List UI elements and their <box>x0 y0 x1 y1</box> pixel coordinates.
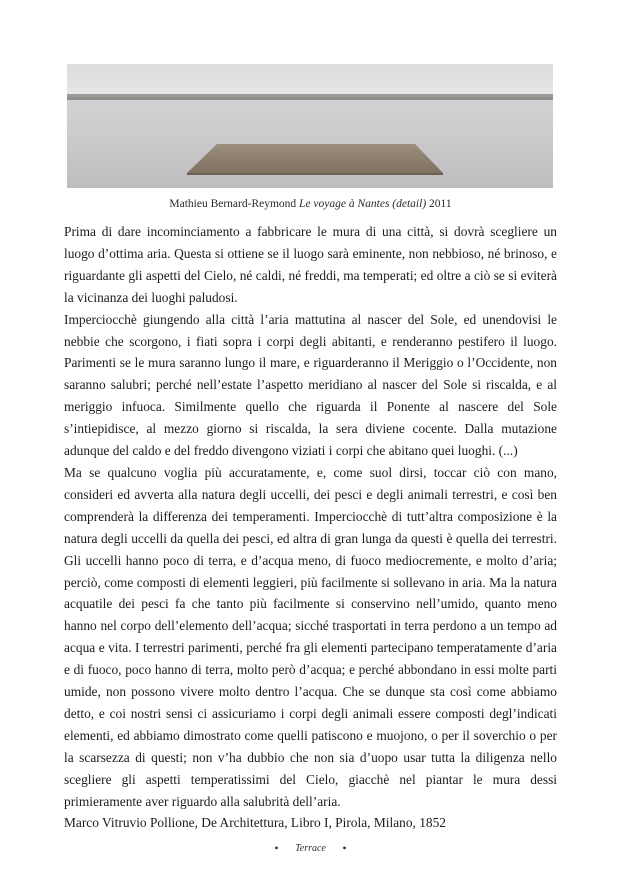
bullet-left-icon: • <box>274 841 279 855</box>
photo-caption <box>0 198 621 210</box>
footer-label: Terrace <box>295 843 326 854</box>
paragraph-1: Prima di dare incominciamento a fabbricare le mura di una città, si dovrà scegliere un luogo d’ottima aria. Questa si ottiene se il luogo sarà eminente, non nebbioso, né brinoso, e riguardante gli aspetti del Cielo, né caldi, né freddi, ma temperati; ed oltre a ciò se si eviterà la vicinanza dei luoghi paludosi. <box>64 224 557 305</box>
photo-graphic <box>67 64 553 188</box>
caption-title: Le voyage à Nantes (detail) <box>299 198 427 210</box>
page-footer <box>0 840 621 855</box>
paragraph-3: Ma se qualcuno voglia più accuratamente, e, come suol dirsi, toccar ciò con mano, consideri ed avverta alla natura degli uccelli, dei pesci e degli animali terrestri, e così ben comprenderà la differenza dei temperamenti. Imperciocchè di tutt’altra composizione è la natura degli uccelli da quella dei pesci, ed altra di gran lunga da questi è quella dei terrestri. Gli uccelli hanno poco di terra, e d’acqua meno, di fuoco mediocremente, e molto d’aria; perciò, come composti di elementi leggieri, più facilmente si sollevano in aria. Ma la natura acquatile dei pesci fa che tanto più facilmente si conservino nell’umido, quanto meno hanno nel corpo dell’elemento dell’acqua; sicché trasportati in terra perdono a un tempo ad acqua e vita. I terrestri parimenti, perché fra gli elementi partecipano temperatamente d’aria e di fuoco, poco hanno di terra, molto però d’acqua; e perché abbondano in essi molte parti umide, non possono vivere molto dentro l’acqua. Che se dunque sta così come abbiamo detto, e coi nostri sensi ci assicuriamo i corpi degli animali essere composti degl’indicati elementi, ed abbiamo dimostrato come quelli patiscono e muojono, o per il soverchio o per la scarsezza di questi; non v’ha dubbio che non sia d’uopo usar tutta la diligenza nello scegliere gli aspetti temperatissimi del Cielo, giacchè nel piantar le mura dessi primieramente aver riguardo alla salubrità dell’aria. <box>64 464 557 809</box>
caption-artist: Mathieu Bernard-Reymond <box>169 198 297 210</box>
photo-lake-pier <box>67 64 553 188</box>
caption-year: 2011 <box>429 198 452 210</box>
paragraph-2: Imperciocchè giungendo alla città l’aria mattutina al nascer del Sole, ed unendovisi le nebbie che scorgono, i fiati sopra i corpi degli abitanti, e renderanno pestifero il luogo. Parimenti se le mura saranno lungo il mare, e riguarderanno il Meriggio o l’Occidente, non saranno salubri; perché nell’estate l’aspetto meridiano al nascer del Sole si riscalda, e al meriggio infuoca. Similmente quello che riguarda il Ponente al nascere del Sole s’intiepidisce, al mezzo giorno si riscalda, la sera diviene cocente. Dalla mutazione adunque del caldo e del freddo divengono viziati i corpi che abitano quei luoghi. (...) <box>64 311 557 459</box>
article-body <box>64 221 557 834</box>
bullet-right-icon: • <box>342 841 347 855</box>
source-citation: Marco Vitruvio Pollione, De Architettura, Libro I, Pirola, Milano, 1852 <box>64 815 447 831</box>
